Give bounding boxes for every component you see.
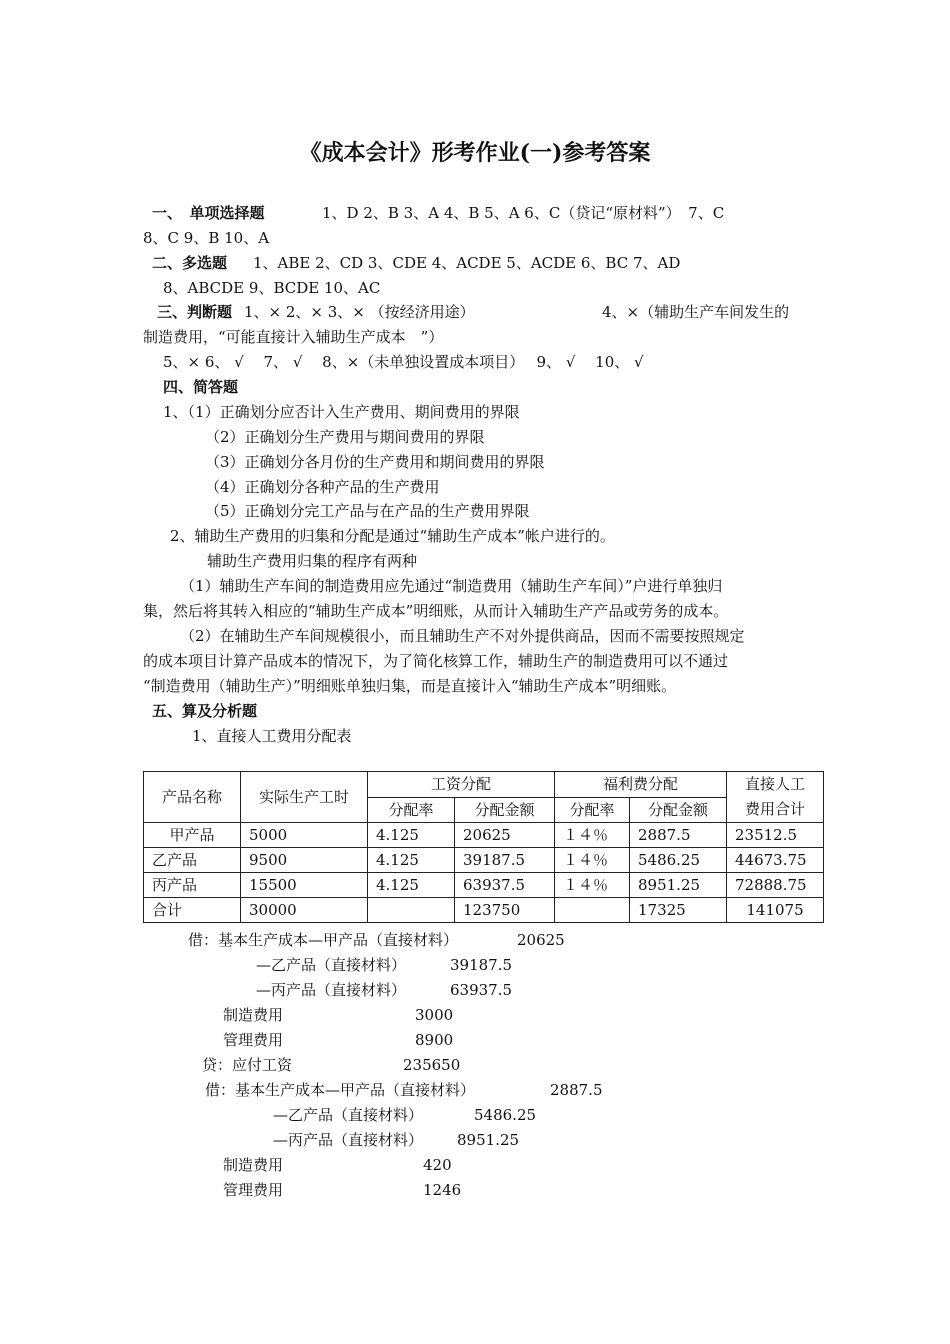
q1-item: （2）正确划分生产费用与期间费用的界限 xyxy=(205,428,485,446)
section-1-heading: 一、 单项选择题 xyxy=(152,204,265,222)
section-3-answers-line1b: 4、×（辅助生产车间发生的 xyxy=(602,303,790,321)
q2-paragraph-2-line2: 的成本项目计算产品成本的情况下，为了简化核算工作，辅助生产的制造费用可以不通过 xyxy=(143,652,729,670)
journal-2-manufacturing: 制造费用 xyxy=(223,1156,284,1174)
q1-answer: 1、（1）正确划分应否计入生产费用、期间费用的界限 xyxy=(163,403,520,421)
cell-wage-amount: 39187.5 xyxy=(455,848,555,873)
section-2-answers-line1: 1、ABE 2、CD 3、CDE 4、ACDE 5、ACDE 6、BC 7、AD xyxy=(253,254,681,272)
cell-welfare-rate: １４％ xyxy=(555,848,630,873)
journal-1-debit-amount: 20625 xyxy=(517,931,565,949)
cell-wage-amount: 63937.5 xyxy=(455,873,555,898)
cell-hours: 5000 xyxy=(241,823,368,848)
section-3-answers-line2: 制造费用，“可能直接计入辅助生产成本 ”） xyxy=(143,328,444,346)
journal-1-management-amount: 8900 xyxy=(415,1031,454,1049)
section-3-heading: 三、判断题 xyxy=(157,303,233,321)
journal-1-credit-amount: 235650 xyxy=(403,1056,461,1074)
document-title: 《成本会计》形考作业(一)参考答案 xyxy=(299,140,651,166)
header-welfare-rate: 分配率 xyxy=(555,797,630,823)
header-wage-amount: 分配金额 xyxy=(455,797,555,823)
cell-welfare-amount: 17325 xyxy=(630,898,727,923)
journal-2-manufacturing-amount: 420 xyxy=(423,1156,452,1174)
journal-2-management: 管理费用 xyxy=(223,1181,284,1199)
header-product-name: 产品名称 xyxy=(144,772,241,823)
header-wage-rate: 分配率 xyxy=(368,797,455,823)
cell-product: 合计 xyxy=(144,898,241,923)
cell-hours: 15500 xyxy=(241,873,368,898)
cell-total: 44673.75 xyxy=(727,848,824,873)
table-row-total xyxy=(144,898,824,923)
table-row xyxy=(144,823,824,848)
journal-2-debit-amount: 2887.5 xyxy=(550,1081,603,1099)
journal-1-manufacturing-amount: 3000 xyxy=(415,1006,454,1024)
journal-1-line3-amount: 63937.5 xyxy=(450,981,513,999)
q2-paragraph-1-line2: 集，然后将其转入相应的“辅助生产成本”明细账，从而计入辅助生产产品或劳务的成本。 xyxy=(143,602,729,620)
table-row xyxy=(144,873,824,898)
section-3-answers-line1a: 1、× 2、× 3、× （按经济用途） xyxy=(244,303,475,321)
q2-paragraph-2-line3: “制造费用（辅助生产）”明细账单独归集，而是直接计入“辅助生产成本”明细账。 xyxy=(143,677,677,695)
header-welfare-amount: 分配金额 xyxy=(630,797,727,823)
cell-wage-rate xyxy=(368,898,455,923)
q1-item: （5）正确划分完工产品与在产品的生产费用界限 xyxy=(205,502,530,520)
header-direct-labor-total-line1: 直接人工 xyxy=(744,775,805,793)
cell-welfare-rate: １４％ xyxy=(555,823,630,848)
q2-paragraph-2-line1: （2）在辅助生产车间规模很小，而且辅助生产不对外提供商品，因而不需要按照规定 xyxy=(180,627,745,645)
cell-welfare-rate xyxy=(555,898,630,923)
table-row xyxy=(144,848,824,873)
cell-wage-rate: 4.125 xyxy=(368,873,455,898)
header-actual-hours: 实际生产工时 xyxy=(241,772,368,823)
q2-paragraph-1-line1: （1）辅助生产车间的制造费用应先通过“制造费用（辅助生产车间）”户进行单独归 xyxy=(180,577,723,595)
cell-hours: 30000 xyxy=(241,898,368,923)
cell-welfare-amount: 2887.5 xyxy=(630,823,727,848)
journal-1-line2-amount: 39187.5 xyxy=(450,956,513,974)
journal-1-credit: 贷：应付工资 xyxy=(202,1056,293,1074)
cell-welfare-amount: 5486.25 xyxy=(630,848,727,873)
header-direct-labor-total-line2: 费用合计 xyxy=(744,800,805,818)
section-2-answers-line2: 8、ABCDE 9、BCDE 10、AC xyxy=(163,279,381,297)
q2-subtitle: 辅助生产费用归集的程序有两种 xyxy=(207,552,418,570)
journal-2-line3: —丙产品（直接材料） xyxy=(273,1131,424,1149)
cell-product: 丙产品 xyxy=(144,873,241,898)
cell-welfare-amount: 8951.25 xyxy=(630,873,727,898)
section-2-heading: 二、多选题 xyxy=(152,254,228,272)
q2-answer: 2、辅助生产费用的归集和分配是通过“辅助生产成本”帐户进行的。 xyxy=(170,527,615,545)
section-4-heading: 四、简答题 xyxy=(163,378,239,396)
q1-item: （4）正确划分各种产品的生产费用 xyxy=(205,478,440,496)
journal-1-line2: —乙产品（直接材料） xyxy=(256,956,407,974)
journal-1-management: 管理费用 xyxy=(223,1031,284,1049)
header-direct-labor-total xyxy=(727,772,824,823)
cell-total: 72888.75 xyxy=(727,873,824,898)
journal-2-line2-amount: 5486.25 xyxy=(474,1106,537,1124)
cell-product: 乙产品 xyxy=(144,848,241,873)
section-1-answers-line1: 1、D 2、B 3、A 4、B 5、A 6、C（贷记“原材料”） 7、C xyxy=(322,204,725,222)
section-1-answers-line2: 8、C 9、B 10、A xyxy=(143,229,270,247)
cell-hours: 9500 xyxy=(241,848,368,873)
journal-1-manufacturing: 制造费用 xyxy=(223,1006,284,1024)
section-3-answers-line3: 5、× 6、 √ 7、 √ 8、×（未单独设置成本项目） 9、 √ 10、 √ xyxy=(163,353,644,371)
cell-wage-rate: 4.125 xyxy=(368,848,455,873)
cell-welfare-rate: １４％ xyxy=(555,873,630,898)
journal-2-debit: 借：基本生产成本—甲产品（直接材料） xyxy=(205,1081,476,1099)
q1-item: （3）正确划分各月份的生产费用和期间费用的界限 xyxy=(205,453,545,471)
cell-total: 141075 xyxy=(727,898,824,923)
cell-product: 甲产品 xyxy=(144,823,241,848)
journal-2-line2: —乙产品（直接材料） xyxy=(273,1106,424,1124)
cell-wage-rate: 4.125 xyxy=(368,823,455,848)
header-wage-allocation: 工资分配 xyxy=(368,772,555,798)
journal-1-line3: —丙产品（直接材料） xyxy=(256,981,407,999)
header-welfare-allocation: 福利费分配 xyxy=(555,772,727,798)
labor-cost-allocation-table xyxy=(143,771,824,923)
section-5-heading: 五、算及分析题 xyxy=(152,702,258,720)
section-5-subtitle: 1、直接人工费用分配表 xyxy=(192,727,352,745)
journal-2-line3-amount: 8951.25 xyxy=(457,1131,520,1149)
journal-2-management-amount: 1246 xyxy=(423,1181,462,1199)
cell-total: 23512.5 xyxy=(727,823,824,848)
cell-wage-amount: 20625 xyxy=(455,823,555,848)
cell-wage-amount: 123750 xyxy=(455,898,555,923)
journal-1-debit: 借：基本生产成本—甲产品（直接材料） xyxy=(188,931,459,949)
